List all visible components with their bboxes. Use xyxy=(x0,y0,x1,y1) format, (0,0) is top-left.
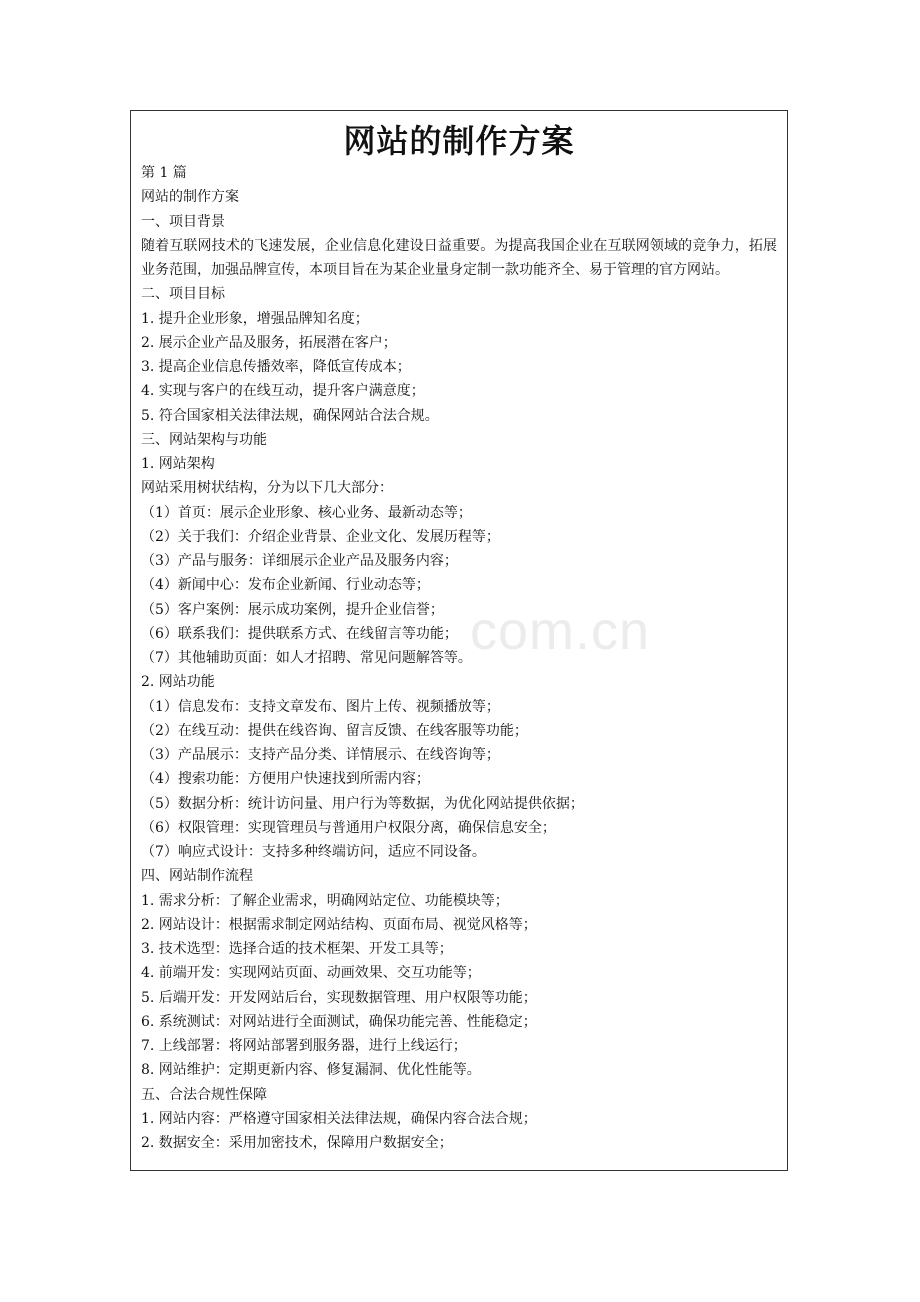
document-frame xyxy=(130,110,788,1171)
text-line: （2）关于我们：介绍企业背景、企业文化、发展历程等； xyxy=(141,528,500,545)
text-line: （4）新闻中心：发布企业新闻、行业动态等； xyxy=(141,577,430,594)
text-line: 四、网站制作流程 xyxy=(141,868,253,885)
document-body xyxy=(141,161,777,1155)
text-line: 2. 网站设计：根据需求制定网站结构、页面布局、视觉风格等； xyxy=(141,916,537,933)
text-line: 五、合法合规性保障 xyxy=(141,1086,267,1103)
text-line: （5）数据分析：统计访问量、用户行为等数据，为优化网站提供依据； xyxy=(141,795,584,812)
text-line: 5. 符合国家相关法律法规，确保网站合法合规。 xyxy=(141,407,439,424)
watermark: com.cn xyxy=(470,601,651,661)
text-line: 1. 网站架构 xyxy=(141,456,215,472)
text-line: （7）其他辅助页面：如人才招聘、常见问题解答等。 xyxy=(141,650,472,666)
text-line: （7）响应式设计：支持多种终端访问，适应不同设备。 xyxy=(141,844,486,860)
text-line: 5. 后端开发：开发网站后台，实现数据管理、用户权限等功能； xyxy=(141,989,537,1006)
text-line: 二、项目目标 xyxy=(141,286,225,303)
text-line: 3. 提高企业信息传播效率，降低宣传成本； xyxy=(141,359,411,375)
text-line: 4. 前端开发：实现网站页面、动画效果、交互功能等； xyxy=(141,965,481,982)
text-line: 三、网站架构与功能 xyxy=(141,431,267,448)
text-line: 2. 展示企业产品及服务，拓展潜在客户； xyxy=(141,334,397,351)
text-line: 3. 技术选型：选择合适的技术框架、开发工具等； xyxy=(141,941,453,957)
text-line: （2）在线互动：提供在线咨询、留言反馈、在线客服等功能； xyxy=(141,722,528,739)
text-line: 网站的制作方案 xyxy=(141,189,239,206)
lines-after xyxy=(141,282,777,1155)
text-line: （3）产品展示：支持产品分类、详情展示、在线咨询等； xyxy=(141,747,500,763)
text-line: （1）首页：展示企业形象、核心业务、最新动态等； xyxy=(141,504,472,521)
text-line: 2. 数据安全：采用加密技术，保障用户数据安全； xyxy=(141,1135,453,1151)
text-line: 7. 上线部署：将网站部署到服务器，进行上线运行； xyxy=(141,1038,467,1054)
text-line: 第 1 篇 xyxy=(141,165,187,181)
text-line: 2. 网站功能 xyxy=(141,674,215,691)
text-line: 1. 网站内容：严格遵守国家相关法律法规，确保内容合法合规； xyxy=(141,1110,537,1127)
text-line: 1. 提升企业形象，增强品牌知名度； xyxy=(141,310,369,327)
text-line: （5）客户案例：展示成功案例，提升企业信誉； xyxy=(141,601,444,618)
document-title: 网站的制作方案 xyxy=(343,122,575,160)
text-line: （3）产品与服务：详细展示企业产品及服务内容； xyxy=(141,553,458,569)
lines-before xyxy=(141,161,777,234)
text-line: 8. 网站维护：定期更新内容、修复漏洞、优化性能等。 xyxy=(141,1062,481,1079)
text-line: 4. 实现与客户的在线互动，提升客户满意度； xyxy=(141,383,425,400)
text-line: （6）权限管理：实现管理员与普通用户权限分离，确保信息安全； xyxy=(141,819,556,836)
text-line: 网站采用树状结构，分为以下几大部分： xyxy=(141,480,393,497)
text-line: 一、项目背景 xyxy=(141,213,225,230)
text-line: 6. 系统测试：对网站进行全面测试，确保功能完善、性能稳定； xyxy=(141,1013,537,1030)
text-line: 1. 需求分析：了解企业需求，明确网站定位、功能模块等； xyxy=(141,892,509,909)
text-line: （6）联系我们：提供联系方式、在线留言等功能； xyxy=(141,625,458,642)
text-line: （4）搜索功能：方便用户快速找到所需内容； xyxy=(141,771,430,788)
background-paragraph: 随着互联网技术的飞速发展，企业信息化建设日益重要。为提高我国企业在互联网领域的竞争力，拓展业务范围，加强品牌宣传，本项目旨在为某企业量身定制一款功能齐全、易于管理的官方网站。 xyxy=(141,237,777,278)
text-line: （1）信息发布：支持文章发布、图片上传、视频播放等； xyxy=(141,698,500,715)
